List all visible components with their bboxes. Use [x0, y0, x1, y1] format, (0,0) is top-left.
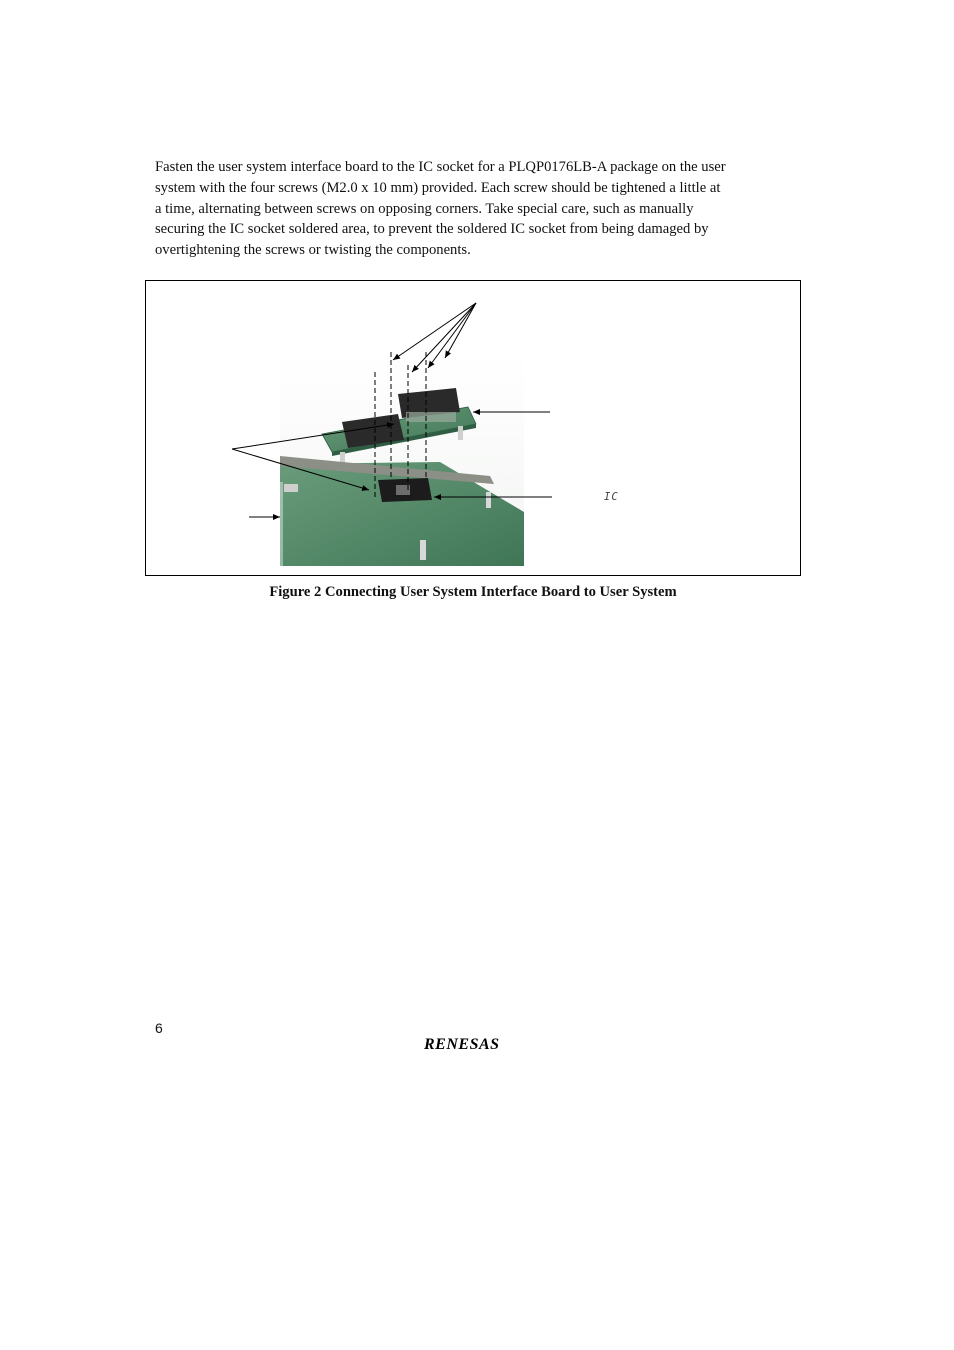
logo-wordmark: RENESAS	[424, 1036, 500, 1053]
page-number: 6	[155, 1020, 163, 1036]
body-line: overtightening the screws or twisting the components.	[155, 242, 471, 259]
body-line: securing the IC socket soldered area, to prevent the soldered IC socket from being damaged by	[155, 221, 709, 238]
body-line: Fasten the user system interface board to the IC socket for a PLQP0176LB-A package on the user	[155, 159, 726, 175]
board-photo	[280, 352, 524, 566]
body-line: system with the four screws (M2.0 x 10 mm) provided. Each screw should be tightened a little at	[155, 179, 721, 196]
body-line: a time, alternating between screws on opposing corners. Take special care, such as manually	[155, 200, 694, 217]
figure-caption: Figure 2 Connecting User System Interface Board to User System	[269, 584, 677, 600]
renesas-logo	[424, 1036, 524, 1056]
body-paragraph	[155, 157, 795, 261]
ic-label: IC	[604, 491, 619, 503]
